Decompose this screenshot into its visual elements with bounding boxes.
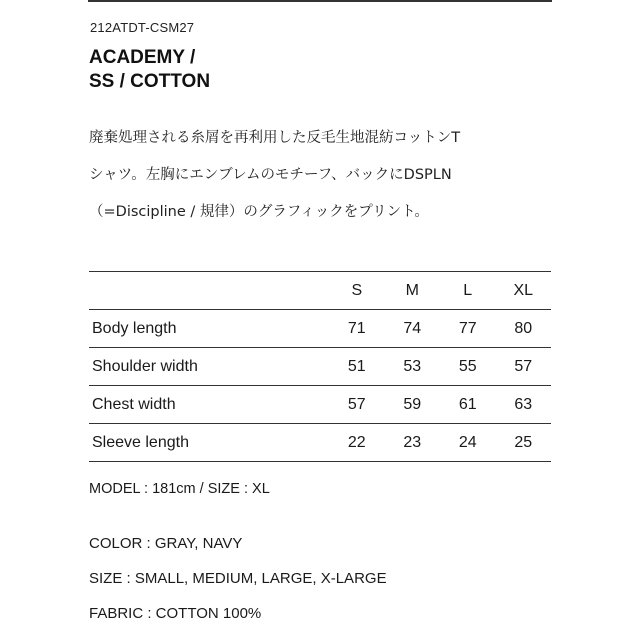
cell-value: 61 [458, 395, 477, 413]
cell-value: 63 [514, 395, 533, 413]
table-row [89, 386, 551, 424]
description-line-3: （=Discipline / 規律）のグラフィックをプリント。 [89, 204, 429, 220]
row-label: Sleeve length [92, 433, 189, 451]
table-row [89, 424, 551, 462]
cell-value: 55 [458, 357, 477, 375]
row-label: Chest width [92, 395, 176, 413]
top-divider [88, 0, 552, 2]
header-size-m: M [405, 281, 419, 299]
description-line-2: シャツ。左胸にエンブレムのモチーフ、バックにDSPLN [89, 167, 452, 183]
size-table-header-row [89, 272, 551, 310]
description-line-1: 廃棄処理される糸屑を再利用した反毛生地混紡コットンT [89, 130, 461, 146]
row-label: Shoulder width [92, 357, 198, 375]
fabric-info: FABRIC : COTTON 100% [89, 605, 262, 622]
row-label: Body length [92, 319, 177, 337]
cell-value: 51 [347, 357, 366, 375]
header-size-s: S [351, 281, 363, 299]
cell-value: 24 [458, 433, 477, 451]
product-title-line-2: SS / COTTON [89, 71, 211, 92]
cell-value: 22 [347, 433, 366, 451]
header-size-l: L [463, 281, 473, 299]
color-info: COLOR : GRAY, NAVY [89, 535, 243, 552]
cell-value: 71 [347, 319, 366, 337]
size-info: SIZE : SMALL, MEDIUM, LARGE, X-LARGE [89, 570, 387, 587]
cell-value: 77 [458, 319, 477, 337]
cell-value: 80 [514, 319, 533, 337]
cell-value: 57 [514, 357, 533, 375]
cell-value: 23 [403, 433, 422, 451]
table-row [89, 310, 551, 348]
header-size-xl: XL [513, 281, 534, 299]
product-code: 212ATDT-CSM27 [90, 20, 195, 35]
product-description [89, 120, 559, 231]
product-title [89, 46, 210, 94]
model-info: MODEL : 181cm / SIZE : XL [89, 481, 270, 497]
table-row [89, 348, 551, 386]
cell-value: 25 [514, 433, 533, 451]
header-blank [89, 272, 329, 310]
size-table [89, 271, 551, 462]
product-title-line-1: ACADEMY / [89, 47, 196, 68]
cell-value: 59 [403, 395, 422, 413]
cell-value: 74 [403, 319, 422, 337]
cell-value: 53 [403, 357, 422, 375]
cell-value: 57 [347, 395, 366, 413]
